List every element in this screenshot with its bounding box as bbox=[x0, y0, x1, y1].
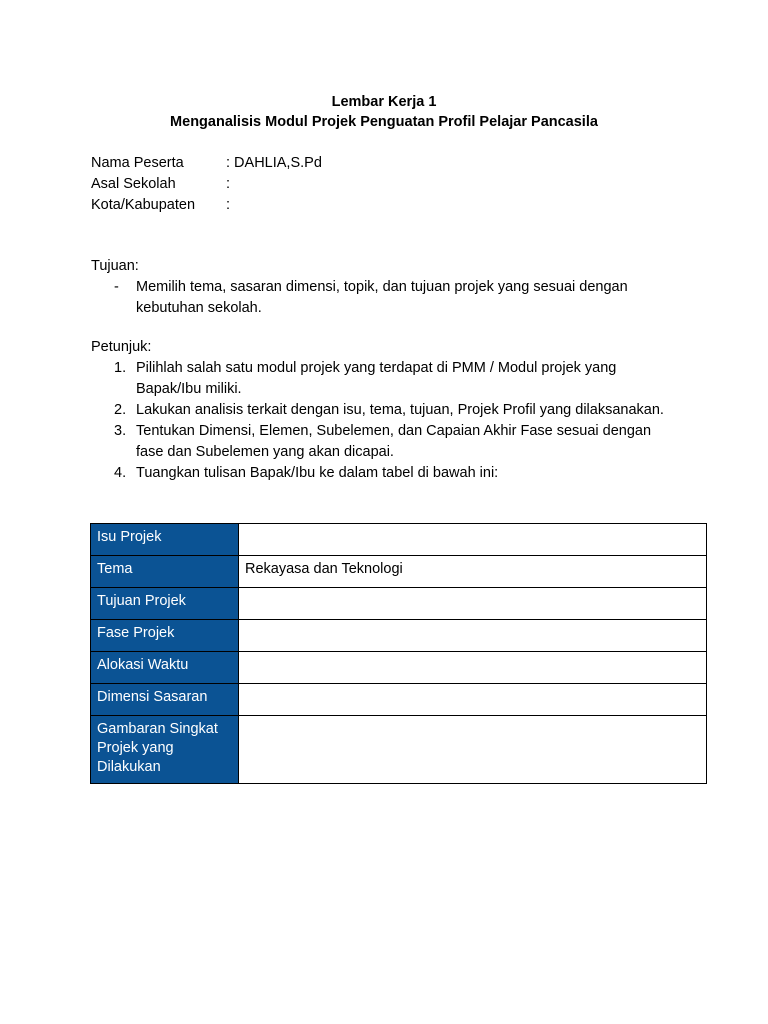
row-value-tema[interactable]: Rekayasa dan Teknologi bbox=[239, 556, 707, 588]
tujuan-section bbox=[91, 256, 691, 319]
participant-school-value: : bbox=[226, 176, 231, 192]
table-row bbox=[91, 652, 707, 684]
participant-school-label: Asal Sekolah bbox=[91, 176, 176, 192]
participant-row-city bbox=[91, 195, 322, 216]
document-header bbox=[0, 92, 768, 132]
list-marker: 4. bbox=[114, 465, 127, 481]
project-analysis-table bbox=[90, 523, 707, 784]
participant-row-name bbox=[91, 153, 322, 174]
row-value-tujuan-projek[interactable] bbox=[239, 588, 707, 620]
row-label-gambaran-singkat: Gambaran Singkat Projek yang Dilakukan bbox=[91, 716, 239, 784]
tujuan-heading: Tujuan: bbox=[91, 258, 139, 274]
row-label-alokasi-waktu: Alokasi Waktu bbox=[91, 652, 239, 684]
row-label-tema: Tema bbox=[91, 556, 239, 588]
row-label-isu-projek: Isu Projek bbox=[91, 524, 239, 556]
list-item-text: Memilih tema, sasaran dimensi, topik, dan tujuan projek yang sesuai dengan kebutuhan sekolah. bbox=[136, 279, 628, 316]
list-marker: 1. bbox=[114, 360, 127, 376]
list-item-text: Lakukan analisis terkait dengan isu, tema, tujuan, Projek Profil yang dilaksanakan. bbox=[136, 402, 664, 418]
table-row bbox=[91, 588, 707, 620]
row-value-gambaran-singkat[interactable] bbox=[239, 716, 707, 784]
row-label-dimensi-sasaran: Dimensi Sasaran bbox=[91, 684, 239, 716]
table-row bbox=[91, 716, 707, 784]
row-value-isu-projek[interactable] bbox=[239, 524, 707, 556]
list-item-text: Pilihlah salah satu modul projek yang terdapat di PMM / Modul projek yang Bapak/Ibu miliki. bbox=[136, 360, 617, 397]
participant-info bbox=[91, 153, 322, 216]
list-item-text: Tentukan Dimensi, Elemen, Subelemen, dan Capaian Akhir Fase sesuai dengan fase dan Subelemen yang akan dicapai. bbox=[136, 423, 652, 460]
list-item bbox=[91, 277, 691, 319]
participant-name-label: Nama Peserta bbox=[91, 155, 184, 171]
row-label-fase-projek: Fase Projek bbox=[91, 620, 239, 652]
table-row bbox=[91, 684, 707, 716]
list-marker: 3. bbox=[114, 423, 127, 439]
table-row bbox=[91, 556, 707, 588]
row-value-dimensi-sasaran[interactable] bbox=[239, 684, 707, 716]
list-item bbox=[91, 421, 691, 463]
participant-name-value: : DAHLIA,S.Pd bbox=[226, 155, 322, 171]
row-value-fase-projek[interactable] bbox=[239, 620, 707, 652]
participant-city-label: Kota/Kabupaten bbox=[91, 197, 196, 213]
document-subtitle: Menganalisis Modul Projek Penguatan Profil Pelajar Pancasila bbox=[170, 114, 598, 130]
row-label-tujuan-projek: Tujuan Projek bbox=[91, 588, 239, 620]
list-item bbox=[91, 358, 691, 400]
petunjuk-section bbox=[91, 337, 691, 484]
document-title: Lembar Kerja 1 bbox=[331, 94, 437, 110]
row-value-alokasi-waktu[interactable] bbox=[239, 652, 707, 684]
list-item bbox=[91, 463, 691, 484]
list-item bbox=[91, 400, 691, 421]
petunjuk-heading: Petunjuk: bbox=[91, 339, 152, 355]
list-marker: 2. bbox=[114, 402, 127, 418]
participant-city-value: : bbox=[226, 197, 231, 213]
list-item-text: Tuangkan tulisan Bapak/Ibu ke dalam tabel di bawah ini: bbox=[136, 465, 499, 481]
table-row bbox=[91, 524, 707, 556]
list-marker: - bbox=[114, 279, 119, 295]
participant-row-school bbox=[91, 174, 322, 195]
table-row bbox=[91, 620, 707, 652]
